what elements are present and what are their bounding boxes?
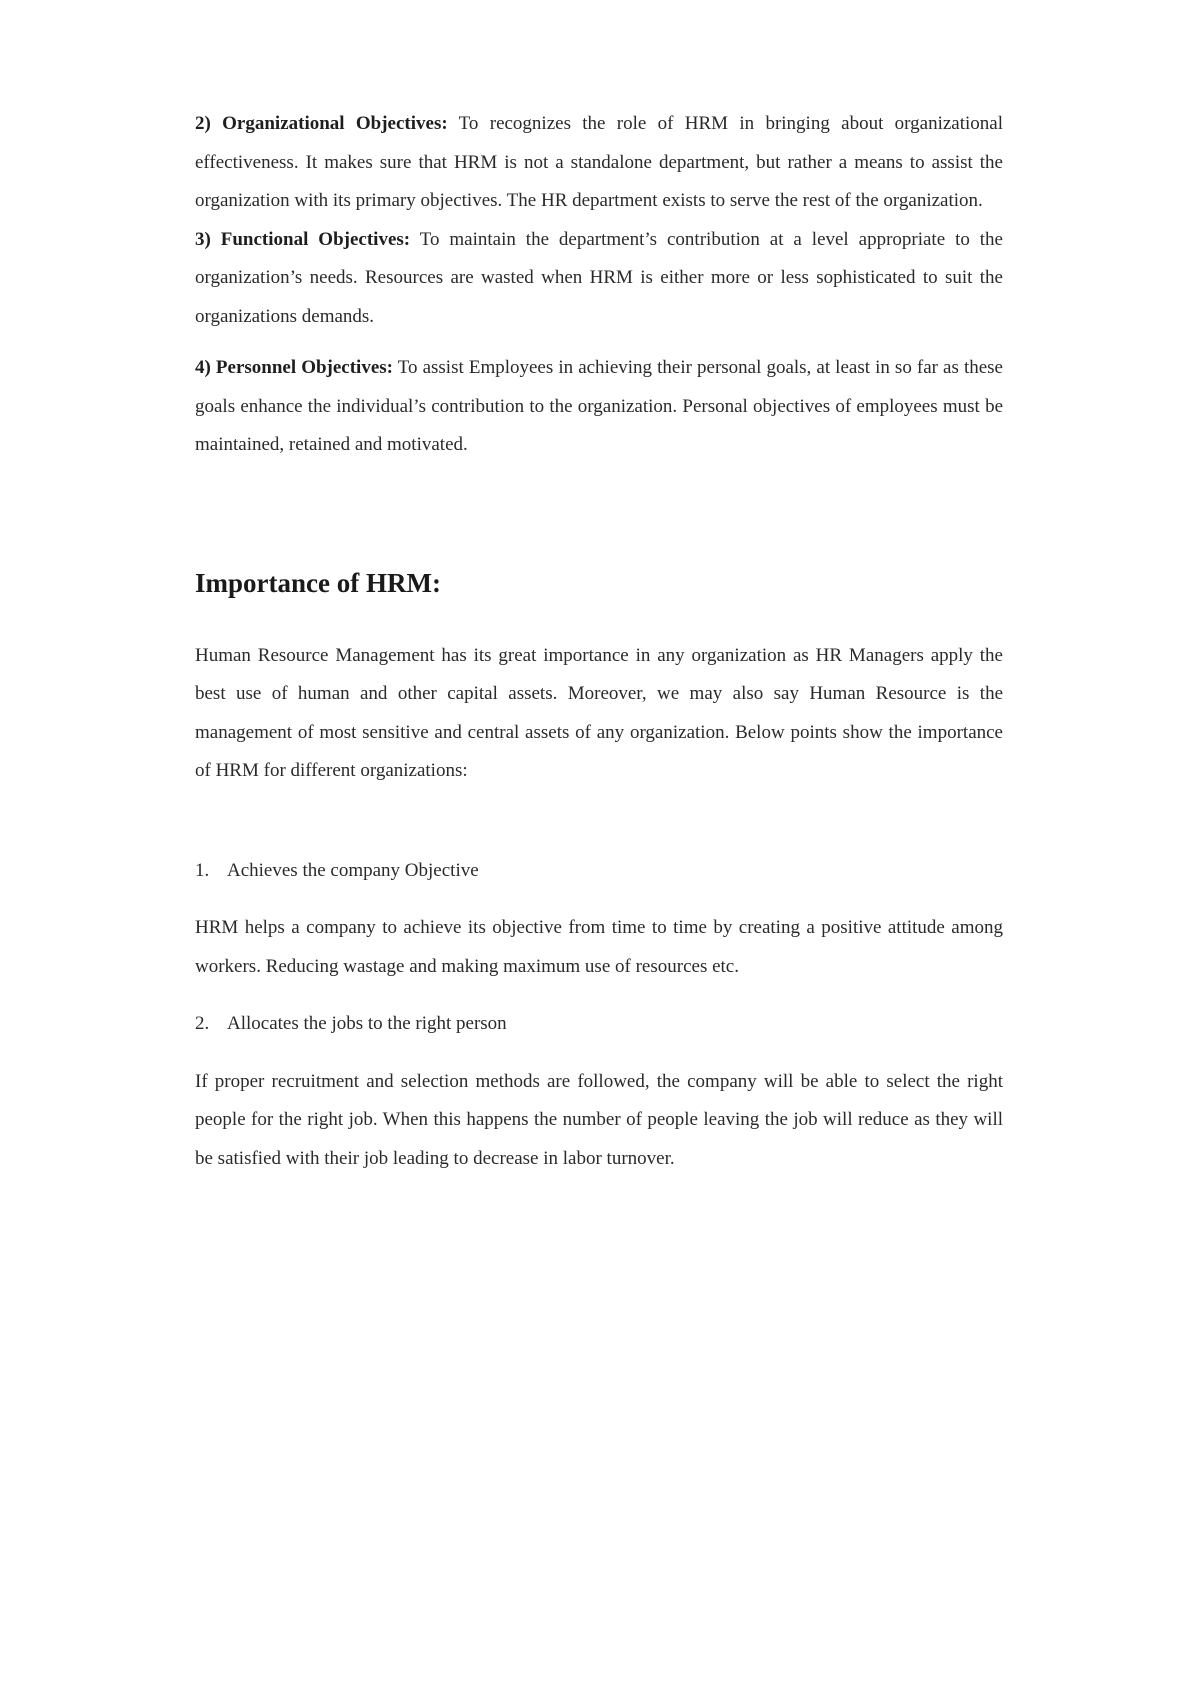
- objective-text: To assist Employees in achieving their personal goals, at least in so far as these goals enhance the individual’s contribution to the organization. Personal objectives of employees must be maintained, retained and motivated.: [195, 357, 1003, 455]
- objective-label: 4) Personnel Objectives:: [195, 357, 393, 378]
- section-heading: Importance of HRM:: [195, 567, 441, 598]
- objective-organizational: [195, 105, 1003, 221]
- list-item-title: [195, 1005, 1003, 1044]
- importance-intro: Human Resource Management has its great importance in any organization as HR Managers apply the best use of human and other capital assets. Moreover, we may also say Human Resource is the management of most sensitive and central assets of any organization. Below points show the importance of HRM for different organizations:: [195, 644, 1003, 781]
- list-item-body: HRM helps a company to achieve its objective from time to time by creating a positive attitude among workers. Reducing wastage and making maximum use of resources etc.: [195, 917, 1003, 977]
- list-item-number: 1.: [195, 859, 210, 881]
- list-item-title-text: Achieves the company Objective: [227, 859, 479, 881]
- objective-functional: [195, 221, 1003, 337]
- objective-label: 3) Functional Objectives:: [195, 228, 411, 250]
- document-page: [195, 105, 1003, 1178]
- list-item-number: 2.: [195, 1013, 210, 1034]
- list-item-title-text: Allocates the jobs to the right person: [227, 1013, 507, 1034]
- objective-text: To recognizes the role of HRM in bringing about organizational effectiveness. It makes sure that HRM is not a standalone department, but rather a means to assist the organization with its primary objectives. The HR department exists to serve the rest of the organization.: [195, 113, 1003, 211]
- objective-label: 2) Organizational Objectives:: [195, 113, 448, 134]
- objective-text: To maintain the department’s contribution at a level appropriate to the organization’s needs. Resources are wasted when HRM is either more or less sophisticated to suit the organizations demands.: [195, 228, 1003, 327]
- list-item-title: [195, 852, 1003, 891]
- objective-personnel: [195, 349, 1003, 465]
- list-item-body: If proper recruitment and selection methods are followed, the company will be able to select the right people for the right job. When this happens the number of people leaving the job will reduce as they will be satisfied with their job leading to decrease in labor turnover.: [195, 1070, 1003, 1169]
